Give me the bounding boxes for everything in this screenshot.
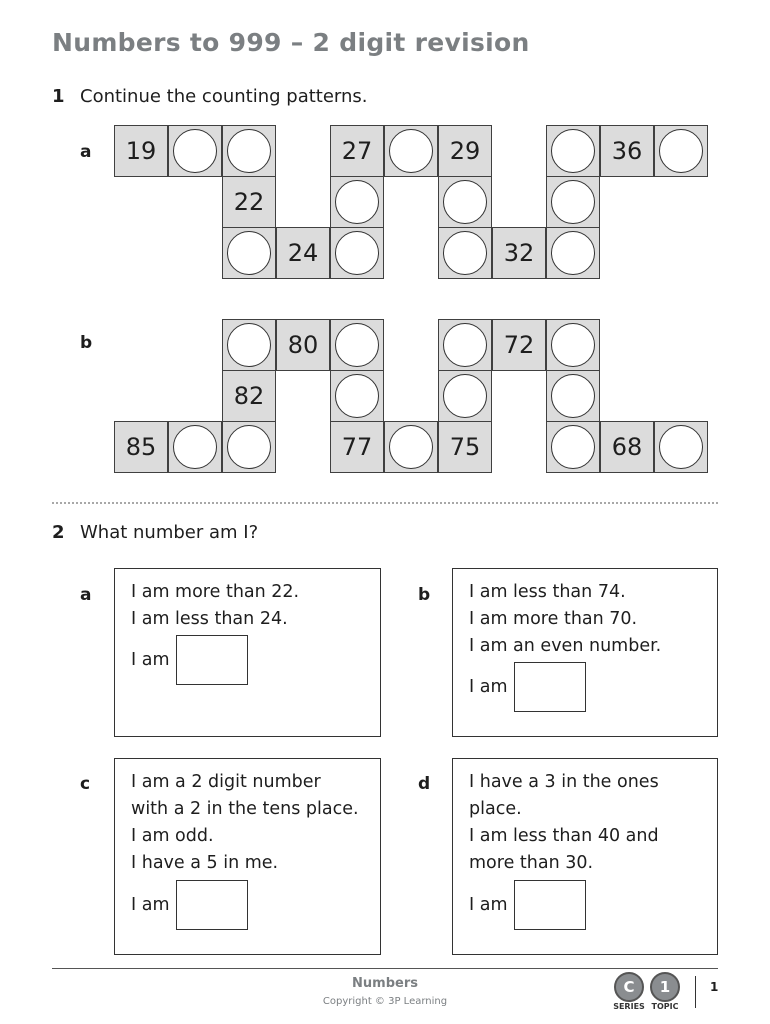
pattern-blank-cell — [438, 370, 492, 422]
answer-circle[interactable] — [551, 129, 595, 173]
answer-circle[interactable] — [551, 374, 595, 418]
answer-box-d[interactable] — [514, 880, 586, 930]
pattern-blank-cell — [546, 370, 600, 422]
puzzle-a-box — [114, 568, 381, 737]
pattern-blank-cell — [222, 319, 276, 371]
answer-circle[interactable] — [551, 180, 595, 224]
answer-circle[interactable] — [173, 129, 217, 173]
pattern-blank-cell — [222, 227, 276, 279]
pattern-number-cell: 27 — [330, 125, 384, 177]
puzzle-a-label: a — [80, 585, 92, 605]
pattern-number-cell: 72 — [492, 319, 546, 371]
answer-circle[interactable] — [443, 231, 487, 275]
answer-circle[interactable] — [551, 323, 595, 367]
footer-title: Numbers — [352, 976, 418, 991]
pattern-number-cell: 75 — [438, 421, 492, 473]
pattern-blank-cell — [438, 227, 492, 279]
pattern-number-cell: 32 — [492, 227, 546, 279]
part-a-label: a — [80, 142, 92, 162]
i-am-label: I am — [131, 895, 170, 915]
answer-circle[interactable] — [335, 323, 379, 367]
pattern-blank-cell — [168, 421, 222, 473]
puzzle-c-label: c — [80, 774, 91, 794]
pattern-number-cell: 68 — [600, 421, 654, 473]
pattern-blank-cell — [654, 125, 708, 177]
puzzle-c-line: with a 2 in the tens place. — [131, 799, 359, 819]
answer-circle[interactable] — [227, 231, 271, 275]
answer-circle[interactable] — [389, 129, 433, 173]
puzzle-b-line: I am an even number. — [469, 636, 662, 656]
answer-circle[interactable] — [227, 129, 271, 173]
puzzle-c-line: I am a 2 digit number — [131, 772, 321, 792]
puzzle-d-line: I have a 3 in the ones — [469, 772, 659, 792]
answer-circle[interactable] — [443, 180, 487, 224]
puzzle-d-line: more than 30. — [469, 853, 594, 873]
puzzle-d-box — [452, 758, 718, 955]
pattern-blank-cell — [546, 421, 600, 473]
page-separator — [695, 976, 696, 1008]
answer-circle[interactable] — [227, 323, 271, 367]
puzzle-b-line: I am less than 74. — [469, 582, 626, 602]
pattern-blank-cell — [222, 421, 276, 473]
puzzle-d-label: d — [418, 774, 431, 794]
page-number: 1 — [710, 980, 719, 994]
pattern-number-cell: 85 — [114, 421, 168, 473]
answer-circle[interactable] — [389, 425, 433, 469]
pattern-blank-cell — [546, 227, 600, 279]
puzzle-d-line: place. — [469, 799, 522, 819]
answer-circle[interactable] — [335, 231, 379, 275]
pattern-number-cell: 36 — [600, 125, 654, 177]
pattern-blank-cell — [330, 319, 384, 371]
answer-box-c[interactable] — [176, 880, 248, 930]
pattern-blank-cell — [384, 125, 438, 177]
puzzle-c-line: I have a 5 in me. — [131, 853, 279, 873]
question-1-number: 1 — [52, 86, 65, 107]
topic-label: TOPIC — [651, 1002, 679, 1011]
pattern-blank-cell — [330, 227, 384, 279]
pattern-number-cell: 82 — [222, 370, 276, 422]
i-am-label: I am — [131, 650, 170, 670]
pattern-blank-cell — [222, 125, 276, 177]
question-1-text: Continue the counting patterns. — [80, 86, 368, 107]
section-divider — [52, 502, 718, 504]
pattern-number-cell: 77 — [330, 421, 384, 473]
series-label: SERIES — [613, 1002, 645, 1011]
answer-box-b[interactable] — [514, 662, 586, 712]
pattern-number-cell: 22 — [222, 176, 276, 228]
question-2-text: What number am I? — [80, 522, 259, 543]
footer-copyright: Copyright © 3P Learning — [322, 996, 448, 1007]
pattern-blank-cell — [384, 421, 438, 473]
answer-circle[interactable] — [659, 425, 703, 469]
answer-circle[interactable] — [227, 425, 271, 469]
pattern-blank-cell — [654, 421, 708, 473]
puzzle-b-box — [452, 568, 718, 737]
pattern-number-cell: 24 — [276, 227, 330, 279]
pattern-number-cell: 29 — [438, 125, 492, 177]
puzzle-d-line: I am less than 40 and — [469, 826, 659, 846]
series-badge-icon: C — [614, 972, 644, 1002]
question-2-number: 2 — [52, 522, 65, 543]
answer-circle[interactable] — [173, 425, 217, 469]
pattern-blank-cell — [168, 125, 222, 177]
puzzle-a-line: I am more than 22. — [131, 582, 300, 602]
i-am-label: I am — [469, 677, 508, 697]
pattern-blank-cell — [330, 370, 384, 422]
answer-circle[interactable] — [335, 374, 379, 418]
puzzle-b-line: I am more than 70. — [469, 609, 638, 629]
puzzle-c-box — [114, 758, 381, 955]
answer-box-a[interactable] — [176, 635, 248, 685]
footer-rule — [52, 968, 718, 969]
pattern-blank-cell — [546, 319, 600, 371]
pattern-blank-cell — [546, 125, 600, 177]
part-b-label: b — [80, 333, 93, 353]
pattern-blank-cell — [438, 319, 492, 371]
pattern-number-cell: 19 — [114, 125, 168, 177]
answer-circle[interactable] — [335, 180, 379, 224]
i-am-label: I am — [469, 895, 508, 915]
pattern-blank-cell — [330, 176, 384, 228]
answer-circle[interactable] — [443, 323, 487, 367]
puzzle-b-label: b — [418, 585, 431, 605]
page-title: Numbers to 999 – 2 digit revision — [52, 28, 530, 57]
topic-badge-icon: 1 — [650, 972, 680, 1002]
answer-circle[interactable] — [551, 425, 595, 469]
puzzle-c-line: I am odd. — [131, 826, 214, 846]
pattern-blank-cell — [546, 176, 600, 228]
answer-circle[interactable] — [443, 374, 487, 418]
pattern-number-cell: 80 — [276, 319, 330, 371]
pattern-blank-cell — [438, 176, 492, 228]
answer-circle[interactable] — [551, 231, 595, 275]
answer-circle[interactable] — [659, 129, 703, 173]
puzzle-a-line: I am less than 24. — [131, 609, 288, 629]
